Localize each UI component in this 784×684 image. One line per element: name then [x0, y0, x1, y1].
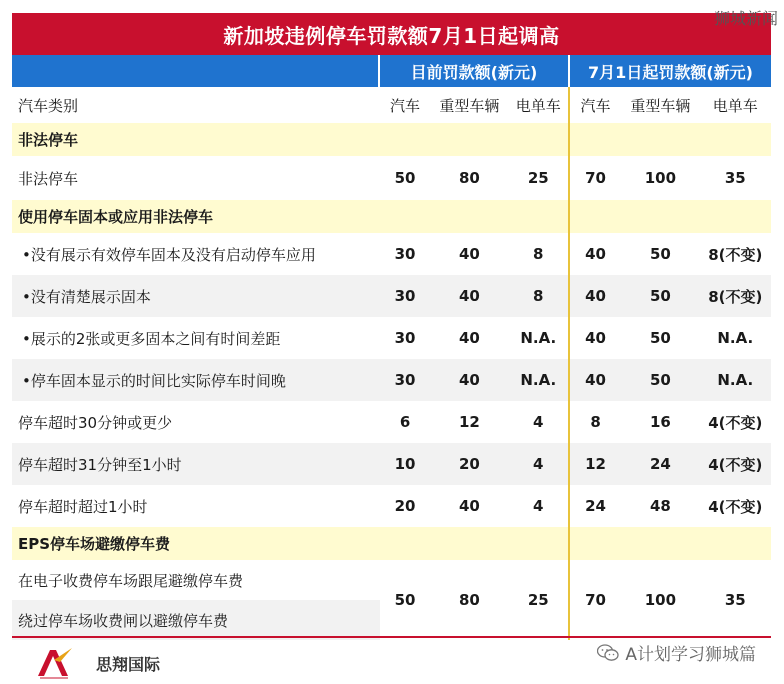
- cell: 40: [430, 485, 508, 527]
- cell: 80: [430, 560, 508, 640]
- cell: 6: [380, 401, 430, 443]
- cell: 20: [430, 443, 508, 485]
- row-label: •展示的2张或更多固本之间有时间差距: [12, 317, 380, 359]
- cell: 30: [380, 359, 430, 401]
- row-label: 停车超时超过1小时: [12, 485, 380, 527]
- cell: 35: [700, 560, 771, 640]
- col-moto-current: 电单车: [515, 96, 561, 115]
- cell: 50: [621, 233, 699, 275]
- cell: 24: [569, 485, 621, 527]
- cell: 40: [430, 317, 508, 359]
- cell: 35: [700, 156, 771, 200]
- cell: 100: [621, 156, 699, 200]
- table-title: 新加坡违例停车罚款额7月1日起调高: [12, 13, 771, 55]
- cell: 25: [509, 560, 569, 640]
- cell: 4: [509, 485, 569, 527]
- col-moto-new: 电单车: [712, 96, 758, 115]
- cell: 4: [509, 443, 569, 485]
- fines-table: [12, 87, 771, 640]
- row-label: •没有展示有效停车固本及没有启动停车应用: [12, 233, 380, 275]
- cell: 8: [509, 233, 569, 275]
- table-row: [12, 485, 771, 527]
- cell: 80: [430, 156, 508, 200]
- cell: 40: [430, 359, 508, 401]
- table-row: [12, 233, 771, 275]
- cell: 70: [569, 560, 621, 640]
- col-category: 汽车类别: [18, 96, 79, 115]
- cell: 50: [380, 156, 430, 200]
- table-row: [12, 275, 771, 317]
- table-row: [12, 443, 771, 485]
- cell: N.A.: [509, 317, 569, 359]
- cell: 70: [569, 156, 621, 200]
- group-header-new: 7月1日起罚款额(新元): [568, 55, 771, 87]
- footer-brand: 思翔国际: [96, 655, 161, 674]
- cell: 50: [621, 275, 699, 317]
- cell: 30: [380, 233, 430, 275]
- cell: 8: [509, 275, 569, 317]
- row-label: •没有清楚展示固本: [12, 275, 380, 317]
- section-title: EPS停车场避缴停车费: [12, 527, 380, 560]
- table-row: [12, 317, 771, 359]
- col-heavy-new: 重型车辆: [630, 96, 691, 115]
- cell: 8(不变): [700, 275, 771, 317]
- cell: 4(不变): [700, 485, 771, 527]
- cell: 30: [380, 275, 430, 317]
- cell: 30: [380, 317, 430, 359]
- cell: 24: [621, 443, 699, 485]
- cell: 40: [430, 275, 508, 317]
- brand-logo-icon: [34, 646, 74, 680]
- cell: 10: [380, 443, 430, 485]
- cell: 48: [621, 485, 699, 527]
- row-label: 非法停车: [12, 156, 380, 200]
- footer-watermark-text: A计划学习狮城篇: [625, 645, 756, 665]
- cell: 40: [569, 359, 621, 401]
- cell: 16: [621, 401, 699, 443]
- col-car-current: 汽车: [390, 96, 421, 115]
- cell: 25: [509, 156, 569, 200]
- group-header-blank: [12, 55, 378, 87]
- table-row: [12, 401, 771, 443]
- section-row: [12, 527, 771, 560]
- cell: 40: [569, 275, 621, 317]
- cell: 8(不变): [700, 233, 771, 275]
- cell: 20: [380, 485, 430, 527]
- cell: 12: [430, 401, 508, 443]
- col-heavy-current: 重型车辆: [439, 96, 500, 115]
- section-title: 使用停车固本或应用非法停车: [12, 200, 380, 233]
- cell: 12: [569, 443, 621, 485]
- col-car-new: 汽车: [569, 87, 621, 123]
- cell: 50: [621, 359, 699, 401]
- wechat-icon: [597, 644, 619, 662]
- column-header-row: [12, 87, 771, 123]
- row-label: 绕过停车场收费闸以避缴停车费: [12, 600, 380, 640]
- group-header-current: 目前罚款额(新元): [378, 55, 568, 87]
- table-row: [12, 359, 771, 401]
- section-row: [12, 200, 771, 233]
- cell: 8: [569, 401, 621, 443]
- cell: 4: [509, 401, 569, 443]
- cell: N.A.: [700, 359, 771, 401]
- cell: N.A.: [509, 359, 569, 401]
- bottom-divider: [12, 636, 771, 638]
- source-watermark: 狮城新闻: [713, 9, 778, 28]
- cell: 4(不变): [700, 443, 771, 485]
- row-label: •停车固本显示的时间比实际停车时间晚: [12, 359, 380, 401]
- cell: 100: [621, 560, 699, 640]
- cell: N.A.: [700, 317, 771, 359]
- cell: 40: [569, 317, 621, 359]
- footer-watermark: [597, 640, 756, 665]
- row-label: 在电子收费停车场跟尾避缴停车费: [12, 560, 380, 600]
- table-row: [12, 156, 771, 200]
- cell: 50: [380, 560, 430, 640]
- section-row: [12, 123, 771, 156]
- cell: 50: [621, 317, 699, 359]
- group-header-row: [12, 55, 771, 87]
- row-label: 停车超时30分钟或更少: [12, 401, 380, 443]
- cell: 4(不变): [700, 401, 771, 443]
- section-title: 非法停车: [12, 123, 380, 156]
- table-row: [12, 560, 771, 600]
- cell: 40: [569, 233, 621, 275]
- row-label: 停车超时31分钟至1小时: [12, 443, 380, 485]
- cell: 40: [430, 233, 508, 275]
